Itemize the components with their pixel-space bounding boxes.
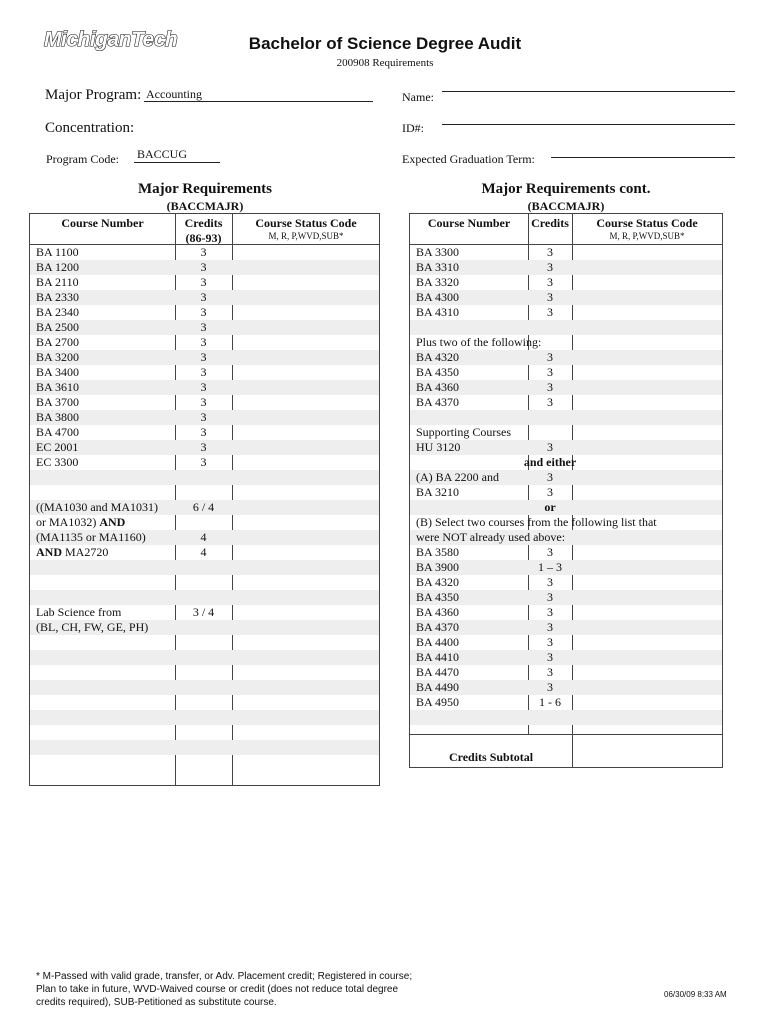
table-row [30,455,379,470]
credits-cell: or [544,500,556,514]
table-row [30,665,379,680]
course-number-cell: BA 3320 [416,275,460,289]
course-number-cell: BA 4300 [416,290,460,304]
table-row [30,410,379,425]
status-code-field[interactable] [573,410,721,425]
right-section-title: Major Requirements cont. [481,181,651,197]
left-col-status-header: Course Status Code [255,216,357,230]
course-number-cell: or MA1032) AND [36,515,126,529]
table-row [30,425,379,440]
course-number-cell: BA 3700 [36,395,80,409]
table-row [30,635,379,650]
id-field[interactable] [442,124,735,125]
credits-cell: 4 [200,545,207,559]
course-number-cell: BA 4320 [416,350,460,364]
status-code-field[interactable] [233,380,379,395]
status-code-field[interactable] [573,620,721,635]
table-row [30,290,379,305]
status-code-field[interactable] [233,695,379,710]
table-row [410,410,722,425]
table-row [410,260,722,275]
table-row [410,365,722,380]
course-number-cell: AND MA2720 [36,545,109,559]
credits-cell: 3 [547,620,553,634]
status-code-field[interactable] [573,500,721,515]
status-code-field[interactable] [573,365,721,380]
status-code-field[interactable] [233,320,379,335]
status-code-field[interactable] [233,260,379,275]
credits-cell: 4 [200,530,207,544]
status-code-field[interactable] [233,410,379,425]
course-number-cell: BA 4320 [416,575,460,589]
page-title: Bachelor of Science Degree Audit [248,34,522,53]
credits-cell: 3 [547,605,553,619]
status-code-field[interactable] [233,710,379,725]
print-timestamp: 06/30/09 8:33 AM [664,990,727,999]
table-row [410,485,722,500]
status-code-field[interactable] [573,425,721,440]
course-number-cell: BA 2340 [36,305,80,319]
table-row [410,590,722,605]
course-number-cell: Plus two of the following: [416,335,542,349]
status-code-field[interactable] [573,380,721,395]
grad-term-label: Expected Graduation Term: [402,152,535,166]
table-row [30,710,379,725]
status-code-field[interactable] [233,590,379,605]
grad-term-field[interactable] [551,157,735,158]
id-label: ID#: [402,121,424,135]
status-code-field[interactable] [233,650,379,665]
status-code-field[interactable] [233,740,379,755]
table-row [410,650,722,665]
status-code-field[interactable] [573,680,721,695]
right-col-course-header: Course Number [427,216,511,230]
status-code-field[interactable] [233,635,379,650]
table-row [410,350,722,365]
table-row [30,320,379,335]
right-col-divider-1-top [528,214,529,244]
status-code-field[interactable] [233,425,379,440]
major-program-label: Major Program: [45,87,142,103]
table-row [30,440,379,455]
credits-cell: 3 [547,290,553,304]
status-code-field[interactable] [573,305,721,320]
right-col-credits-header: Credits [531,216,569,230]
status-code-field[interactable] [233,470,379,485]
program-code-line [134,162,220,163]
table-row [30,590,379,605]
status-code-field[interactable] [233,665,379,680]
status-code-field[interactable] [233,500,379,515]
table-row [30,680,379,695]
status-code-field[interactable] [573,335,721,350]
status-code-field[interactable] [233,245,379,260]
credits-cell: 3 [200,335,207,349]
status-code-footnote: * M-Passed with valid grade, transfer, or Adv. Placement credit; Registered in course; Plan to take in future, WVD-Waived course or credit (does not reduce total degree credits required), SUB-Petitioned as substitute course. [36,971,413,1008]
table-row [410,305,722,320]
credits-cell: 3 [200,320,207,334]
status-code-field[interactable] [573,710,721,725]
credits-cell: 3 [547,275,553,289]
credits-cell: 3 [547,665,553,679]
course-number-cell: BA 2700 [36,335,80,349]
table-row [30,335,379,350]
status-code-field[interactable] [233,605,379,620]
credits-cell: 3 [547,650,553,664]
credits-cell: 3 [200,410,207,424]
major-requirements-cont-table [409,213,723,768]
status-code-field[interactable] [573,245,721,260]
course-number-cell: BA 3200 [36,350,80,364]
credits-cell: 3 [547,485,553,499]
status-code-field[interactable] [573,260,721,275]
table-row [30,650,379,665]
course-number-cell: BA 4490 [416,680,460,694]
table-row [410,440,722,455]
status-code-field[interactable] [233,275,379,290]
table-row [30,545,379,560]
status-code-field[interactable] [573,665,721,680]
course-number-cell: BA 4350 [416,365,460,379]
table-row [30,725,379,740]
course-number-cell: (MA1135 or MA1160) [36,530,146,544]
credits-cell: 3 [200,440,207,454]
table-row [30,275,379,290]
table-row [30,380,379,395]
credits-cell: 3 [547,590,553,604]
table-row [410,320,722,335]
credits-subtotal-field[interactable] [573,735,722,767]
status-code-field[interactable] [573,695,721,710]
credits-cell: 3 / 4 [192,605,215,619]
table-row [30,365,379,380]
right-section-code: (BACCMAJR) [527,199,605,213]
table-row [410,635,722,650]
table-row [30,485,379,500]
status-code-field[interactable] [233,545,379,560]
credits-cell: 3 [547,680,553,694]
course-number-cell: BA 3400 [36,365,80,379]
course-number-cell: BA 4950 [416,695,460,709]
status-code-field[interactable] [573,650,721,665]
status-code-field[interactable] [233,305,379,320]
course-number-cell: BA 4310 [416,305,460,319]
credits-cell: 3 [547,305,553,319]
left-col-course-header: Course Number [61,216,144,230]
course-number-cell: BA 4410 [416,650,460,664]
credits-cell: 3 [547,245,553,259]
page-subtitle: 200908 Requirements [336,57,434,69]
credits-cell: 3 [547,395,553,409]
table-row [410,680,722,695]
course-number-cell: BA 3900 [416,560,460,574]
status-code-field[interactable] [573,560,721,575]
credits-cell: 3 [200,395,207,409]
table-row [30,575,379,590]
credits-cell: 3 [200,290,207,304]
course-number-cell: BA 4360 [416,605,460,619]
credits-cell: 1 - 6 [539,695,561,709]
status-code-field[interactable] [233,455,379,470]
course-number-cell: BA 4370 [416,395,460,409]
left-section-code: (BACCMAJR) [166,199,244,213]
credits-cell: 3 [547,380,553,394]
table-row [30,395,379,410]
table-row [410,605,722,620]
course-number-cell: BA 4360 [416,380,460,394]
concentration-label: Concentration: [45,120,135,136]
major-requirements-table [29,213,380,786]
course-number-cell: BA 1100 [36,245,79,259]
table-row [30,305,379,320]
table-row [410,710,722,725]
course-number-cell: (B) Select two courses from the following list that [416,515,657,529]
status-code-field[interactable] [573,290,721,305]
table-row [410,515,722,530]
status-code-field[interactable] [233,440,379,455]
credits-cell: 6 / 4 [192,500,215,514]
table-row [30,350,379,365]
major-program-value[interactable]: Accounting [146,87,202,101]
credits-cell: 3 [547,635,553,649]
table-row [410,380,722,395]
table-row [30,605,379,620]
status-code-field[interactable] [573,350,721,365]
status-code-field[interactable] [573,470,721,485]
status-code-field[interactable] [573,320,721,335]
table-row [410,530,722,545]
table-row [410,500,722,515]
table-row [30,245,379,260]
course-number-cell: BA 2110 [36,275,79,289]
program-code-label: Program Code: [46,152,119,166]
status-code-field[interactable] [233,575,379,590]
course-number-cell: BA 3800 [36,410,80,424]
michigan-tech-logo: MichiganTech [44,28,178,51]
status-code-field[interactable] [573,530,721,545]
status-code-field[interactable] [233,530,379,545]
credits-cell: 3 [200,425,207,439]
left-col-status-codes: M, R, P,WVD,SUB* [268,231,344,241]
status-code-field[interactable] [573,545,721,560]
table-row [410,245,722,260]
status-code-field[interactable] [233,350,379,365]
status-code-field[interactable] [573,485,721,500]
table-row [410,290,722,305]
course-number-cell: BA 2330 [36,290,80,304]
credits-cell: 3 [200,350,207,364]
course-number-cell: BA 3300 [416,245,460,259]
status-code-field[interactable] [233,485,379,500]
course-number-cell: BA 4700 [36,425,80,439]
credits-cell: 3 [547,575,553,589]
course-number-cell: BA 4470 [416,665,460,679]
status-code-field[interactable] [573,395,721,410]
right-col-status-codes: M, R, P,WVD,SUB* [609,231,685,241]
table-row [410,470,722,485]
status-code-field[interactable] [233,725,379,740]
credits-cell: 3 [200,275,207,289]
course-number-cell: BA 3580 [416,545,460,559]
table-row [410,455,722,470]
status-code-field[interactable] [573,605,721,620]
course-number-cell: BA 3610 [36,380,80,394]
left-col-credits-header: Credits [184,216,223,230]
credits-subtotal-label: Credits Subtotal [448,750,534,764]
name-label: Name: [402,90,434,104]
table-row [30,470,379,485]
credits-cell: 3 [547,350,553,364]
credits-cell: 3 [547,470,553,484]
table-row [410,620,722,635]
credits-cell: 1 – 3 [538,560,562,574]
table-row [410,695,722,710]
credits-cell: 3 [547,440,553,454]
status-code-field[interactable] [573,590,721,605]
course-number-cell: BA 1200 [36,260,80,274]
credits-cell: 3 [200,365,207,379]
course-number-cell: (BL, CH, FW, GE, PH) [36,620,149,634]
name-field[interactable] [442,91,735,92]
status-code-field[interactable] [233,680,379,695]
credits-cell: and either [523,455,577,469]
course-number-cell: BA 2500 [36,320,80,334]
status-code-field[interactable] [233,560,379,575]
course-number-cell: BA 4400 [416,635,460,649]
status-code-field[interactable] [233,290,379,305]
left-col-credits-range: (86-93) [185,231,222,245]
program-code-value[interactable]: BACCUG [137,147,188,161]
table-row [30,560,379,575]
status-code-field[interactable] [573,575,721,590]
course-number-cell: Lab Science from [36,605,122,619]
status-code-field[interactable] [233,365,379,380]
status-code-field[interactable] [233,395,379,410]
course-number-cell: BA 3310 [416,260,460,274]
status-code-field[interactable] [573,635,721,650]
credits-cell: 3 [200,455,207,469]
credits-cell: 3 [200,380,207,394]
table-row [30,695,379,710]
table-row [30,740,379,755]
course-number-cell: ((MA1030 and MA1031) [36,500,158,514]
credits-cell: 3 [200,245,207,259]
right-col-status-header: Course Status Code [596,216,698,230]
course-number-cell: EC 3300 [36,455,79,469]
table-row [30,620,379,635]
course-number-cell: BA 4370 [416,620,460,634]
credits-cell: 3 [547,260,553,274]
course-number-cell: BA 3210 [416,485,460,499]
course-number-cell: (A) BA 2200 and [416,470,499,484]
credits-cell: 3 [547,365,553,379]
status-code-field[interactable] [233,515,379,530]
table-row [30,515,379,530]
table-row [410,395,722,410]
status-code-field[interactable] [573,275,721,290]
left-section-title: Major Requirements [137,181,272,197]
table-row [410,545,722,560]
table-row [410,335,722,350]
credits-cell: 3 [200,305,207,319]
course-number-cell: EC 2001 [36,440,79,454]
course-number-cell: were NOT already used above: [416,530,566,544]
table-row [410,275,722,290]
course-number-cell: BA 4350 [416,590,460,604]
course-number-cell: Supporting Courses [416,425,512,439]
table-row [30,260,379,275]
credits-cell: 3 [547,545,553,559]
course-number-cell: HU 3120 [416,440,461,454]
table-row [410,560,722,575]
status-code-field[interactable] [233,620,379,635]
table-row [410,575,722,590]
table-row [410,665,722,680]
table-row [410,425,722,440]
table-row [30,530,379,545]
status-code-field[interactable] [233,335,379,350]
status-code-field[interactable] [573,440,721,455]
table-row [30,500,379,515]
status-code-field[interactable] [573,455,721,470]
credits-cell: 3 [200,260,207,274]
